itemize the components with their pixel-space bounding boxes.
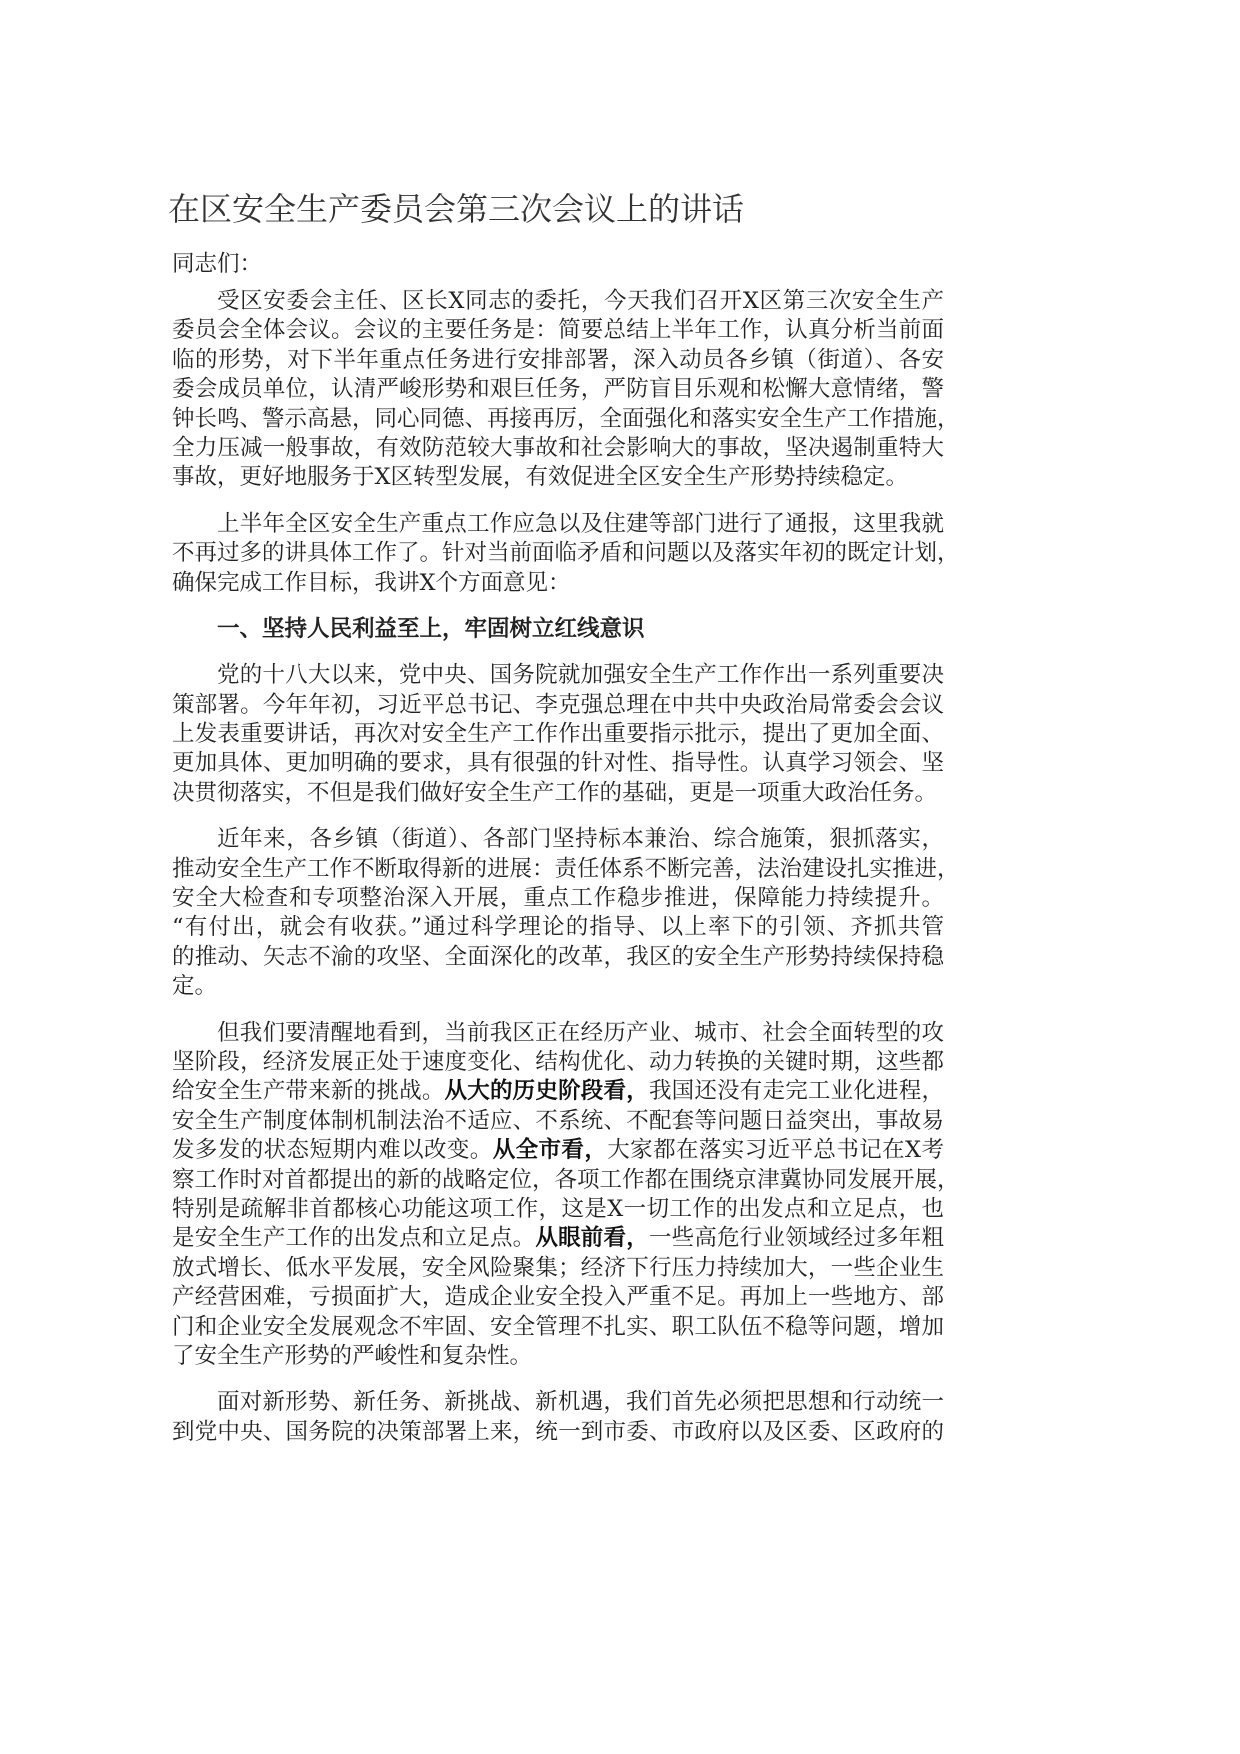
text-line bbox=[172, 1342, 944, 1371]
text-segment: 策部署。今年年初，习近平总书记、李克强总理在中共中央政治局常委会会议 bbox=[172, 691, 944, 718]
text-line bbox=[172, 913, 944, 942]
text-segment: 但我们要清醒地看到，当前我区正在经历产业、城市、社会全面转型的攻 bbox=[217, 1019, 944, 1046]
text-segment: 全力压减一般事故，有效防范较大事故和社会影响大的事故，坚决遏制重特大 bbox=[172, 434, 944, 461]
text-segment: “有付出，就会有收获。”通过科学理论的指导、以上率下的引领、齐抓共管 bbox=[172, 914, 944, 941]
text-segment: 产经营困难，亏损面扩大，造成企业安全投入严重不足。再加上一些地方、部 bbox=[172, 1284, 944, 1311]
text-line bbox=[172, 1224, 944, 1253]
document-body bbox=[172, 287, 960, 1464]
paragraph bbox=[172, 1388, 944, 1447]
text-segment: 了安全生产形势的严峻性和复杂性。 bbox=[172, 1342, 533, 1369]
text-segment: 安全大检查和专项整治深入开展，重点工作稳步推进，保障能力持续提升。 bbox=[172, 885, 944, 912]
paragraph bbox=[172, 825, 960, 1001]
text-line bbox=[172, 1195, 944, 1224]
text-line bbox=[172, 346, 944, 375]
text-line bbox=[172, 539, 960, 568]
text-segment: 一、坚持人民利益至上，牢固树立红线意识 bbox=[217, 615, 645, 642]
text-line bbox=[172, 569, 944, 598]
text-segment: 推动安全生产工作不断取得新的进展：责任体系不断完善，法治建设扎实推进， bbox=[172, 855, 960, 882]
text-segment: 临的形势，对下半年重点任务进行安排部署，深入动员各乡镇（街道）、各安 bbox=[172, 346, 944, 373]
text-line bbox=[172, 1048, 944, 1077]
text-segment: 决贯彻落实，不但是我们做好安全生产工作的基础，更是一项重大政治任务。 bbox=[172, 779, 938, 806]
text-segment: 察工作时对首都提出的新的战略定位，各项工作都在围绕京津冀协同发展开展， bbox=[172, 1166, 960, 1193]
text-line bbox=[172, 1166, 960, 1195]
bold-phrase: 从全市看， bbox=[492, 1137, 608, 1164]
bold-phrase: 从眼前看， bbox=[535, 1225, 649, 1252]
text-line bbox=[172, 720, 944, 749]
text-segment: 党的十八大以来，党中央、国务院就加强安全生产工作作出一系列重要决 bbox=[217, 662, 944, 689]
section-heading bbox=[172, 615, 944, 644]
text-segment: 上发表重要讲话，再次对安全生产工作作出重要指示批示，提出了更加全面、 bbox=[172, 721, 944, 748]
text-line bbox=[172, 1313, 944, 1342]
text-line bbox=[172, 1388, 944, 1417]
text-line bbox=[172, 779, 944, 808]
paragraph bbox=[172, 1019, 960, 1372]
text-line bbox=[172, 615, 944, 644]
text-segment: 定。 bbox=[172, 973, 218, 1000]
text-line bbox=[172, 691, 944, 720]
paragraph bbox=[172, 510, 960, 598]
text-line bbox=[172, 375, 944, 404]
text-line bbox=[172, 1418, 944, 1447]
text-line bbox=[172, 287, 944, 316]
text-line bbox=[172, 463, 944, 492]
text-line bbox=[172, 316, 944, 345]
text-segment: 放式增长、低水平发展，安全风险聚集；经济下行压力持续加大，一些企业生 bbox=[172, 1254, 944, 1281]
text-line bbox=[172, 884, 944, 913]
paragraph bbox=[172, 287, 960, 493]
text-line bbox=[172, 661, 944, 690]
text-line bbox=[172, 749, 944, 778]
text-segment: 事故，更好地服务于X区转型发展，有效促进全区安全生产形势持续稳定。 bbox=[172, 464, 909, 491]
text-segment: 受区安委会主任、区长X同志的委托，今天我们召开X区第三次安全生产 bbox=[217, 288, 944, 314]
text-line bbox=[172, 405, 960, 434]
text-segment: 不再过多的讲具体工作了。针对当前面临矛盾和问题以及落实年初的既定计划， bbox=[172, 540, 960, 567]
paragraph bbox=[172, 661, 944, 808]
text-segment: 委员会全体会议。会议的主要任务是：简要总结上半年工作，认真分析当前面 bbox=[172, 317, 944, 344]
text-segment: 安全生产制度体制机制法治不适应、不系统、不配套等问题日益突出，事故易 bbox=[172, 1107, 944, 1134]
text-line bbox=[172, 943, 944, 972]
text-line bbox=[172, 1077, 944, 1106]
text-segment: 门和企业安全发展观念不牢固、安全管理不扎实、职工队伍不稳等问题，增加 bbox=[172, 1313, 944, 1340]
text-segment: 发多发的状态短期内难以改变。 bbox=[172, 1137, 493, 1164]
text-line bbox=[172, 434, 944, 463]
text-segment: 给安全生产带来新的挑战。 bbox=[172, 1078, 445, 1105]
text-segment: 我国还没有走完工业化进程， bbox=[648, 1078, 944, 1105]
text-line bbox=[172, 510, 944, 539]
text-line bbox=[172, 1136, 944, 1165]
text-segment: 的推动、矢志不渝的攻坚、全面深化的改革，我区的安全生产形势持续保持稳 bbox=[172, 943, 944, 970]
text-line bbox=[172, 1283, 944, 1312]
text-segment: 特别是疏解非首都核心功能这项工作，这是X一切工作的出发点和立足点，也 bbox=[172, 1195, 944, 1222]
document-title: 在区安全生产委员会第三次会议上的讲话 bbox=[168, 190, 745, 228]
text-segment: 钟长鸣、警示高悬，同心同德、再接再厉，全面强化和落实安全生产工作措施， bbox=[172, 405, 960, 432]
text-line bbox=[172, 972, 944, 1001]
text-line bbox=[172, 1107, 944, 1136]
text-segment: 近年来，各乡镇（街道）、各部门坚持标本兼治、综合施策，狠抓落实， bbox=[217, 826, 944, 853]
text-segment: 确保完成工作目标，我讲X个方面意见： bbox=[172, 569, 571, 596]
text-segment: 大家都在落实习近平总书记在X考 bbox=[607, 1137, 944, 1164]
text-segment: 到党中央、国务院的决策部署上来，统一到市委、市政府以及区委、区政府的 bbox=[172, 1418, 944, 1445]
text-segment: 上半年全区安全生产重点工作应急以及住建等部门进行了通报，这里我就 bbox=[217, 510, 944, 537]
text-segment: 坚阶段，经济发展正处于速度变化、结构优化、动力转换的关键时期，这些都 bbox=[172, 1048, 944, 1075]
salutation: 同志们： bbox=[172, 251, 263, 277]
bold-phrase: 从大的历史阶段看， bbox=[444, 1078, 649, 1105]
text-segment: 面对新形势、新任务、新挑战、新机遇，我们首先必须把思想和行动统一 bbox=[217, 1389, 944, 1416]
text-line bbox=[172, 1019, 944, 1048]
text-segment: 是安全生产工作的出发点和立足点。 bbox=[172, 1225, 536, 1252]
text-line bbox=[172, 825, 944, 854]
text-line bbox=[172, 855, 960, 884]
text-segment: 委会成员单位，认清严峻形势和艰巨任务，严防盲目乐观和松懈大意情绪，警 bbox=[172, 376, 944, 403]
text-segment: 更加具体、更加明确的要求，具有很强的针对性、指导性。认真学习领会、坚 bbox=[172, 750, 944, 777]
text-segment: 一些高危行业领域经过多年粗 bbox=[648, 1225, 944, 1252]
text-line bbox=[172, 1254, 944, 1283]
